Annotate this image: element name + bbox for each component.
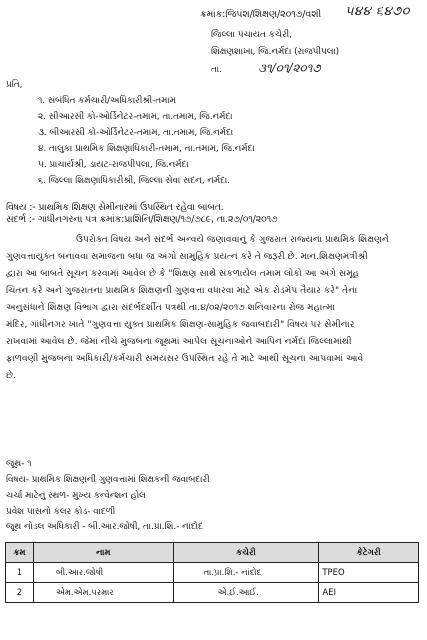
body-line: મંદિર, ગાંધીનગર ખાતે "ગુણવત્તા યુક્ત પ્રાથમિક શિક્ષણ-સામુહિક જવાબદારી" વિષય પર સેમીનાર [6, 319, 355, 330]
office-name: જિલ્લા પંચાયત કચેરી, [211, 30, 292, 40]
column-header: નામ [33, 543, 173, 563]
group-detail: જૂથ નોડલ અધિકારી - બી.આર.જોષી, તા.પ્રા.શિ.- નાંદોદ [6, 522, 203, 532]
body-line: રાખવામાં આવેલ છે. જેમાં નીચે મુજબના જૂથમાં આપેલ સૂચનાઓને આપિન નર્મદા જિલ્લામાંથી [6, 336, 352, 347]
table-cell: એમ.એમ.પરમાર [33, 583, 173, 603]
recipient-item: ૧. સંબંધિત કર્મચારી/અધિકારીશ્રી-તમામ [38, 96, 176, 106]
table-cell: TPEO [319, 563, 419, 583]
body-line: અનુસંધાને શિક્ષણ વિભાગ દ્વારા સંદર્ભદર્શીત પત્રથી તા.૪/૦૨/૨૦૧૭ શનિવારના રોજ મહાત્મા [6, 302, 335, 313]
body-line: ચિંતન કરે અને ગુજરાતના પ્રાથમિક શિક્ષણની ગુણવત્તા વધારવા માટે એક રોડમેપ તૈયાર કરે" તેના [6, 285, 358, 296]
table-cell: AEI [319, 583, 419, 603]
body-line: ઉપરોક્ત વિષય અને સંદર્ભ અન્વયે જણાવવાનું કે ગુજરાત રાજ્યના પ્રાથમિક શિક્ષણને [76, 234, 389, 245]
table-row [6, 563, 419, 583]
recipient-item: ૩. બીઆરસી કો-ઓર્ડિનેટર-તમામ, તા.તમામ, જિ.નર્મદા [38, 128, 234, 138]
subject-line: વિષય :- પ્રાથમિક શિક્ષણ સેમીનારમાં ઉપસ્થિત રહેવા બાબત. [6, 202, 224, 213]
column-header: ક્રમ [6, 543, 34, 563]
participants-table [5, 542, 419, 603]
table-cell: 2 [6, 583, 34, 603]
handwritten-reference: ૫૪૪ ૬૪૭૦ [345, 4, 410, 19]
to-label: પ્રતિ, [6, 80, 23, 90]
body-line: દ્વારા આ બાબતે સૂચન કરવામાં આવેલ છે કે "શિક્ષણ સાથે સંકળાયેલ તમામ લોકો આ અંગે સમૂહ [6, 268, 360, 279]
group-detail: પ્રવેશ પાસનો કલર કોડ- વાદળી [6, 507, 116, 517]
table-cell: એ.ઈ.આઈ. [173, 583, 319, 603]
table-header-row [6, 543, 419, 563]
recipient-item: ૫. પ્રાચાર્યશ્રી, ડાયટ-રાજપીપલા, જિ.નર્મદા [38, 160, 189, 170]
column-header: કેટેગરી [319, 543, 419, 563]
recipient-item: ૨. સીઆરસી કો-ઓર્ડિનેટર-તમામ, તા.તમામ, જિ.નર્મદા [38, 112, 233, 122]
table-row [6, 583, 419, 603]
body-line: ગુણવત્તાયુક્ત બનાવવા સમાજના બધા જ અંગો સામુહિક પ્રયત્ન કરે તે જરૂરી છે. માન.શિક્ષણમંત્રીશ્રી [6, 251, 368, 262]
column-header: કચેરી [173, 543, 319, 563]
group-detail: વિષય- પ્રાથમિક શિક્ષણની ગુણવત્તામાં શિક્ષકની જવાબદારી [6, 475, 210, 485]
body-line: છે. [6, 370, 17, 381]
reference-number: ક્રમાંક:જિપંશ/શિક્ષણ/૨૦૧૭/વશી [200, 9, 322, 20]
recipient-item: ૬. જિલ્લા શિક્ષણાધિકારીશ્રી, જિલ્લા સેવા સદન, નર્મદા. [38, 176, 231, 186]
branch-name: શિક્ષણશાખા, જિ.નર્મદા (રાજપીપલા) [211, 47, 340, 57]
date-label: તા. [211, 65, 222, 75]
group-title: જૂથ- ૧ [6, 459, 32, 469]
reference-line: સંદર્ભ :- ગાંધીનગરના પત્ર ક્રમાંક:પ્રાશિનિ/શિક્ષણ/૧૭/૭૮૯, તા.૨૭/૦૧/૨૦૧૭ [6, 214, 278, 225]
table-cell: 1 [6, 563, 34, 583]
table-cell: બી.આર.જોષી [33, 563, 173, 583]
group-detail: ચર્ચા માટેનું સ્થળ- મુખ્ય કન્વેન્શન હોલ [6, 491, 146, 501]
handwritten-date: ૩૧/૦૧/૨૦૧૭ [258, 61, 321, 75]
table-cell: તા.પ્રા.શિ.- નાંદોદ [173, 563, 319, 583]
recipient-item: ૪. તાલુકા પ્રાથમિક શિક્ષણાધિકારી-તમામ, તા.તમામ, જિ.નર્મદા [38, 144, 255, 154]
body-line: ફાળવણી મુજબના અધિકારી/કર્મચારી સમયસર ઉપસ્થિત રહે તે માટે આથી સૂચના આપવામાં આવે [6, 353, 364, 364]
